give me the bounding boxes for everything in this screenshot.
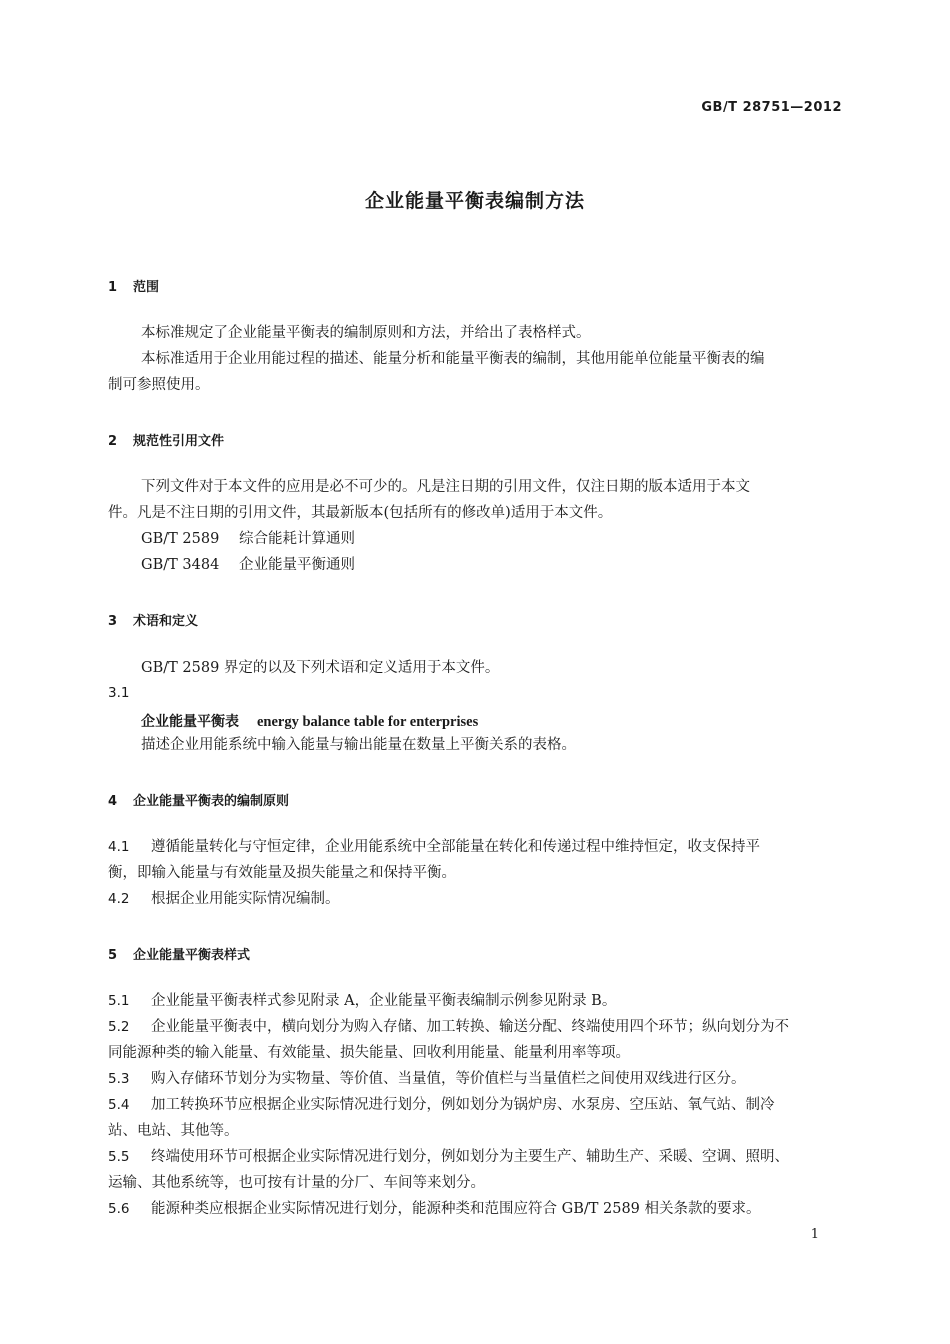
clause-text: 遵循能量转化与守恒定律，企业用能系统中全部能量在转化和传递过程中维持恒定，收支保持平 [151, 839, 760, 855]
section-heading-4 [108, 790, 289, 809]
section-title: 术语和定义 [133, 614, 199, 629]
clause-5-4-line-2: 站、电站、其他等。 [108, 1123, 239, 1139]
clause-number: 5.6 [108, 1201, 130, 1217]
normative-reference-2 [141, 552, 355, 578]
clause-number: 5.5 [108, 1149, 130, 1165]
section-number: 3 [108, 614, 118, 629]
reference-code: GB/T 3484 [141, 557, 220, 573]
scope-paragraph-1: 本标准规定了企业能量平衡表的编制原则和方法，并给出了表格样式。 [141, 325, 591, 341]
clause-text: 终端使用环节可根据企业实际情况进行划分，例如划分为主要生产、辅助生产、采暖、空调、照明、 [151, 1149, 789, 1165]
clause-4-1-line-1 [108, 834, 760, 860]
section-number: 5 [108, 948, 118, 963]
clause-number: 4.1 [108, 839, 130, 855]
term-chinese: 企业能量平衡表 [141, 714, 239, 730]
section-title: 范围 [133, 280, 160, 295]
term-definition: 描述企业用能系统中输入能量与输出能量在数量上平衡关系的表格。 [141, 737, 576, 753]
section-heading-3 [108, 610, 198, 629]
clause-number: 5.1 [108, 993, 130, 1009]
clause-5-2-line-1 [108, 1014, 789, 1040]
clause-number: 4.2 [108, 891, 130, 907]
normative-reference-1 [141, 526, 355, 552]
reference-code: GB/T 2589 [141, 531, 220, 547]
normative-paragraph-line-2: 件。凡是不注日期的引用文件，其最新版本(包括所有的修改单)适用于本文件。 [108, 505, 613, 521]
clause-4-1-line-2: 衡，即输入能量与有效能量及损失能量之和保持平衡。 [108, 865, 456, 881]
terms-intro: GB/T 2589 界定的以及下列术语和定义适用于本文件。 [141, 660, 500, 676]
clause-5-4-line-1 [108, 1092, 775, 1118]
clause-number: 5.4 [108, 1097, 130, 1113]
clause-text: 企业能量平衡表样式参见附录 A，企业能量平衡表编制示例参见附录 B。 [151, 993, 617, 1009]
clause-text: 企业能量平衡表中，横向划分为购入存储、加工转换、输送分配、终端使用四个环节；纵向划分为不 [151, 1019, 789, 1035]
term-english: energy balance table for enterprises [257, 714, 479, 730]
clause-5-6 [108, 1196, 761, 1222]
clause-5-3 [108, 1066, 746, 1092]
section-number: 2 [108, 434, 118, 449]
scope-paragraph-2-line-2: 制可参照使用。 [108, 377, 210, 393]
section-heading-5 [108, 944, 250, 963]
clause-5-5-line-2: 运输、其他系统等，也可按有计量的分厂、车间等来划分。 [108, 1175, 485, 1191]
clause-text: 购入存储环节划分为实物量、等价值、当量值，等价值栏与当量值栏之间使用双线进行区分。 [151, 1071, 746, 1087]
section-title: 规范性引用文件 [133, 434, 225, 449]
term-clause-number: 3.1 [108, 685, 130, 701]
section-heading-2 [108, 430, 224, 449]
page-number: 1 [810, 1227, 819, 1242]
clause-4-2 [108, 886, 340, 912]
clause-number: 5.2 [108, 1019, 130, 1035]
document-title: 企业能量平衡表编制方法 [364, 190, 585, 212]
clause-5-1 [108, 988, 616, 1014]
section-heading-1 [108, 276, 159, 295]
clause-5-2-line-2: 同能源种类的输入能量、有效能量、损失能量、回收利用能量、能量利用率等项。 [108, 1045, 630, 1061]
clause-number: 5.3 [108, 1071, 130, 1087]
normative-paragraph-line-1: 下列文件对于本文件的应用是必不可少的。凡是注日期的引用文件，仅注日期的版本适用于本文 [141, 479, 750, 495]
term-entry [141, 711, 478, 731]
standard-code: GB/T 28751—2012 [701, 100, 842, 115]
reference-name: 企业能量平衡通则 [239, 557, 355, 573]
scope-paragraph-2-line-1: 本标准适用于企业用能过程的描述、能量分析和能量平衡表的编制，其他用能单位能量平衡表的编 [141, 351, 765, 367]
clause-5-5-line-1 [108, 1144, 789, 1170]
reference-name: 综合能耗计算通则 [239, 531, 355, 547]
clause-text: 根据企业用能实际情况编制。 [151, 891, 340, 907]
section-number: 1 [108, 280, 118, 295]
clause-text: 能源种类应根据企业实际情况进行划分，能源种类和范围应符合 GB/T 2589 相关条款的要求。 [151, 1201, 761, 1217]
section-number: 4 [108, 794, 118, 809]
section-title: 企业能量平衡表样式 [133, 948, 251, 963]
clause-text: 加工转换环节应根据企业实际情况进行划分，例如划分为锅炉房、水泵房、空压站、氧气站、制冷 [151, 1097, 775, 1113]
section-title: 企业能量平衡表的编制原则 [133, 794, 290, 809]
